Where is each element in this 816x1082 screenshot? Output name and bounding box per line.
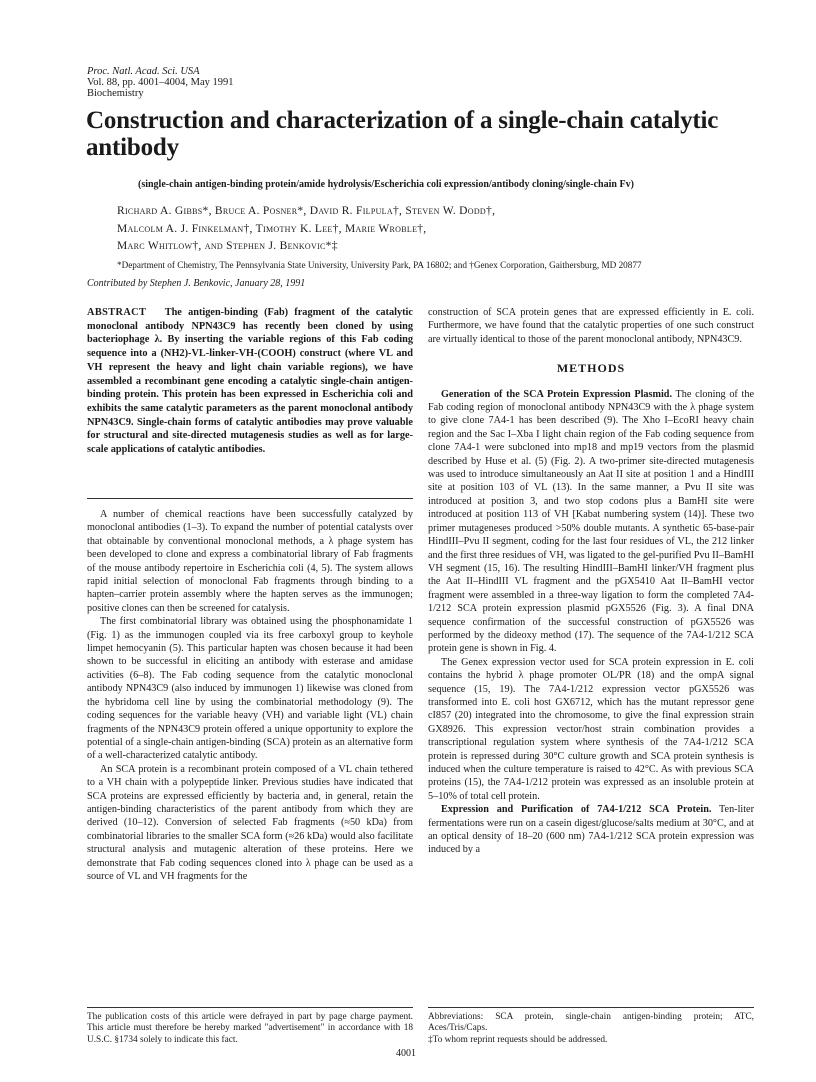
body-paragraph: The first combinatorial library was obtained using the phosphonamidate 1 (Fig. 1) as the immunogen coupled via its free carboxyl group to keyhole limpet hemocyanin (5). This particular hapten was chosen because it had been shown to be successful in eliciting an antibody with esterase and amidase activities (6–8). The Fab coding sequence from the catalytic monoclonal antibody NPN43C9 (also induced by immunogen 1) likewise was cloned from the hybridoma cell line by using the combinatorial methodology (9). The coding sequences for the variable heavy (VH) and variable light (VL) chain fragments of the NPN43C9 protein offered a unique opportunity to explore the potential of a single-chain antigen-binding (SCA) protein as an alternative form of a well-characterized catalytic antibody.	[87, 616, 413, 762]
abstract-text: The antigen-binding (Fab) fragment of the catalytic monoclonal antibody NPN43C9 has recently been cloned by using bacteriophage λ. By inserting the variable regions of this Fab coding sequence into a (NH2)-VL-linker-VH-(COOH) construct (where VL and VH represent the heavy and light chain variable regions), we have assembled a recombinant gene encoding a catalytic single-chain antigen-binding protein. This protein has been expressed in Escherichia coli and exhibits the same catalytic parameters as the parent monoclonal antibody NPN43C9. Single-chain forms of catalytic antibodies may prove valuable for structural and site-directed mutagenesis studies as well as for large-scale applications of catalytic antibodies.	[87, 307, 413, 456]
left-column	[87, 508, 413, 883]
article-title: Construction and characterization of a single-chain catalytic antibody	[86, 107, 719, 161]
journal-volume: Vol. 88, pp. 4001–4004, May 1991	[87, 77, 234, 88]
page-number: 4001	[396, 1048, 416, 1059]
author-line: Marc Whitlow†, and Stephen J. Benkovic*‡	[117, 240, 338, 252]
paragraph-text: Ten-liter fermentations were run on a casein digest/glucose/salts medium at 30°C, and at an optical density of 18–20 (600 nm) 7A4-1/212 SCA protein expression was induced by a	[428, 804, 754, 856]
paragraph-lead: Expression and Purification of 7A4-1/212 SCA Protein.	[441, 804, 712, 816]
abstract-label: ABSTRACT	[87, 307, 147, 318]
abbreviations-footnote	[428, 1012, 754, 1046]
paragraph-lead: Generation of the SCA Protein Expression Plasmid.	[441, 388, 672, 400]
journal-section: Biochemistry	[87, 88, 144, 99]
paragraph-text: The Genex expression vector used for SCA protein expression in E. coli contains the hybrid λ phage promoter OL/PR (18) and the ompA signal sequence (15, 19). The 7A4-1/212 expression vector pGX5526 was transformed into E. coli host GX6712, which has the mutant repressor gene cI857 (20) integrated into the chromosome, to give the final expression strain GX8926. This expression vector/host strain combination provides a transcriptional regulation system where synthesis of the 7A4-1/212 SCA protein is repressed during 30°C culture growth and SCA protein synthesis is induced when the culture temperature is raised to 42°C. As with previous SCA proteins (15), the 7A4-1/212 protein was expressed as an insoluble protein at 5–10% of total cell protein.	[428, 656, 754, 802]
abbreviations-text: Abbreviations: SCA protein, single-chain antigen-binding protein; ATC, Aces/Tris/Caps.	[428, 1012, 754, 1034]
keywords: (single-chain antigen-binding protein/amide hydrolysis/Escherichia coli expression/antibody cloning/single-chain Fv)	[138, 179, 634, 190]
right-column	[428, 306, 754, 857]
footnote-divider	[428, 1007, 754, 1008]
abstract-divider	[87, 498, 413, 499]
body-paragraph: An SCA protein is a recombinant protein composed of a VL chain tethered to a VH chain with a polypeptide linker. Previous studies have indicated that SCA proteins are expressed efficiently by bacteria and, in general, retain the antigen-binding characteristics of the parent antibody from which they are derived (10–12). Conversion of selected Fab fragments (≈50 kDa) from combinatorial libraries to the smaller SCA form (≈26 kDa) would also facilitate structural analysis and mutagenic alteration of these proteins. Here we demonstrate that Fab coding sequences cloned into λ phage can be used as a source of VL and VH fragments for the	[87, 763, 413, 882]
body-paragraph: A number of chemical reactions have been successfully catalyzed by monoclonal antibodies (1–3). To expand the number of potential catalysts over that obtainable by conventional monoclonal methods, a λ phage system has been developed to clone and express a combinatorial library of Fab fragments of the mouse antibody repertoire in Escherichia coli (4, 5). The system allows rapid initial selection of monoclonal Fab fragments through binding to a hapten–carrier protein assembly where the hapten serves as the immunogen; positive clones can then be screened for catalysis.	[87, 509, 413, 614]
footnote-divider	[87, 1007, 413, 1008]
journal-name: Proc. Natl. Acad. Sci. USA	[87, 66, 200, 77]
methods-paragraph	[428, 803, 754, 857]
body-paragraph: construction of SCA protein genes that are expressed efficiently in E. coli. Furthermore, we have found that the catalytic properties of one such construct are virtually identical to those of the parent monoclonal antibody, NPN43C9.	[428, 307, 754, 345]
author-line: Richard A. Gibbs*, Bruce A. Posner*, David R. Filpula†, Steven W. Dodd†,	[117, 205, 496, 217]
methods-paragraph	[428, 388, 754, 656]
abstract	[87, 306, 413, 457]
author-line: Malcolm A. J. Finkelman†, Timothy K. Lee†, Marie Wroble†,	[117, 222, 427, 235]
methods-paragraph	[428, 656, 754, 803]
paragraph-text: The cloning of the Fab coding region of monoclonal antibody NPN43C9 with the λ phage system to give clone 7A4-1 has been described (9). The Xho I–EcoRI heavy chain region and the Sac I–Xba I light chain region of the Fab coding sequence from clone 7A4-1 were subcloned into mp18 and mp19 vectors from the plasmid described by Huse et al. (5) (Fig. 2). A two-primer site-directed mutagenesis was used to introduce simultaneously an Aat II site at position 1 and a HindIII site at position 103 of VL (13). In the same manner, a Pvu II site was introduced at position 3, and two stop codons plus a BamHI site were introduced at position 113 of VH [Kabat numbering system (14)]. These two primer mutageneses produced >50% double mutants. A synthetic 65-base-pair HindIII–Pvu II segment, coding for the last four residues of VL, the 212 linker and the first three residues of VH, was ligated to the gel-purified Pvu II–BamHI VH segment (15, 16). The resulting HindIII–BamHI linker/VH fragment plus the Aat II–HindIII VL fragment and the pGX5410 Aat II–BamHI vector fragment were assembled in a three-way ligation to form the completed 7A4-1/212 SCA protein expression plasmid pGX5526 (Fig. 3). A final DNA sequence confirmation of the successful construction of pGX5526 was performed by the dideoxy method (17). The sequence of the 7A4-1/212 SCA protein gene is shown in Fig. 4.	[428, 388, 754, 655]
author-list	[117, 203, 677, 256]
section-heading: METHODS	[556, 361, 626, 376]
affiliation: *Department of Chemistry, The Pennsylvania State University, University Park, PA 16802; and †Genex Corporation, Gaithersburg, MD 20877	[117, 260, 642, 270]
contributed-by: Contributed by Stephen J. Benkovic, January 28, 1991	[87, 278, 306, 289]
publication-cost-note: The publication costs of this article were defrayed in part by page charge payment. This article must therefore be hereby marked "advertisement" in accordance with 18 U.S.C. §1734 solely to indicate this fact.	[87, 1012, 413, 1045]
journal-header	[87, 66, 234, 99]
reprint-note: ‡To whom reprint requests should be addressed.	[428, 1034, 608, 1045]
